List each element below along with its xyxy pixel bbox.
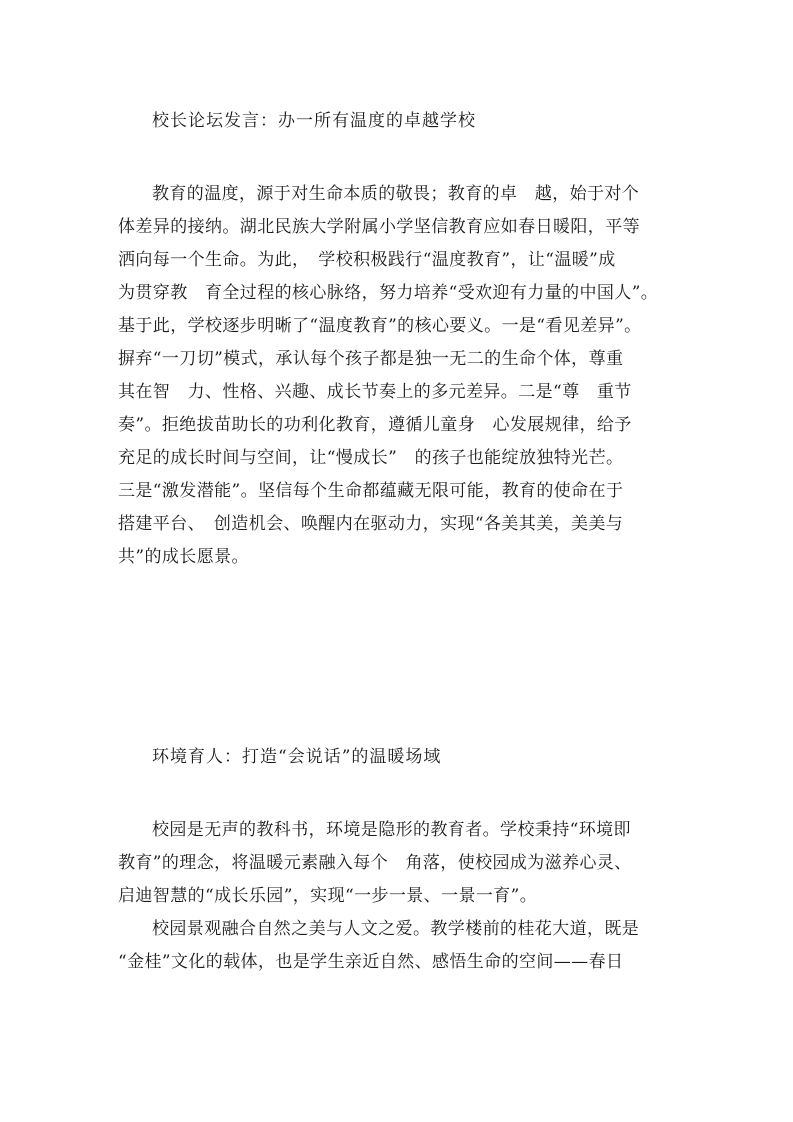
- text-line: 教育的温度，源于对生命本质的敬畏；教育的卓 越，始于对个: [152, 184, 640, 204]
- text-line: 基于此，学校逐步明晰了“温度教育”的核心要义。一是“看见差异”。: [118, 316, 642, 336]
- text-line: 奏”。拒绝拔苗助长的功利化教育，遵循儿童身 心发展规律，给予: [118, 415, 632, 435]
- text-line: 三是“激发潜能”。坚信每个生命都蕴藏无限可能，教育的使命在于: [118, 481, 624, 501]
- text-line: 洒向每一个生命。为此， 学校积极践行“温度教育”，让“温暖”成: [118, 250, 616, 270]
- text-line: 校园景观融合自然之美与人文之爱。教学楼前的桂花大道，既是: [152, 919, 640, 939]
- text-line: 教育”的理念，将温暖元素融入每个 角落，使校园成为滋养心灵、: [118, 853, 632, 873]
- text-line: 体差异的接纳。湖北民族大学附属小学坚信教育应如春日暖阳，平等: [118, 217, 640, 237]
- text-line: 共”的成长愿景。: [118, 547, 249, 567]
- paragraph-campus-environment: [118, 814, 698, 979]
- text-line: 启迪智慧的“成长乐园”，实现“一步一景、一景一育”。: [118, 886, 538, 906]
- text-line: 校园是无声的教科书，环境是隐形的教育者。学校秉持“环境即: [152, 820, 631, 840]
- section-heading-principal-forum: 校长论坛发言：办一所有温度的卓越学校: [152, 111, 476, 131]
- text-line: 其在智 力、性格、兴趣、成长节奏上的多元差异。二是“尊 重节: [118, 382, 632, 402]
- text-line: 摒弃“一刀切”模式，承认每个孩子都是独一无二的生命个体，尊重: [118, 349, 624, 369]
- text-line: 搭建平台、 创造机会、唤醒内在驱动力，实现“各美其美，美美与: [118, 514, 624, 534]
- paragraph-warm-education: [118, 178, 698, 574]
- text-line: 为贯穿教 育全过程的核心脉络，努力培养“受欢迎有力量的中国人”。: [118, 283, 659, 303]
- text-line: 充足的成长时间与空间，让“慢成长” 的孩子也能绽放独特光芒。: [118, 448, 624, 468]
- section-heading-environment: 环境育人：打造“会说话”的温暖场域: [152, 747, 442, 767]
- text-line: “金桂”文化的载体，也是学生亲近自然、感悟生命的空间——春日: [118, 952, 624, 972]
